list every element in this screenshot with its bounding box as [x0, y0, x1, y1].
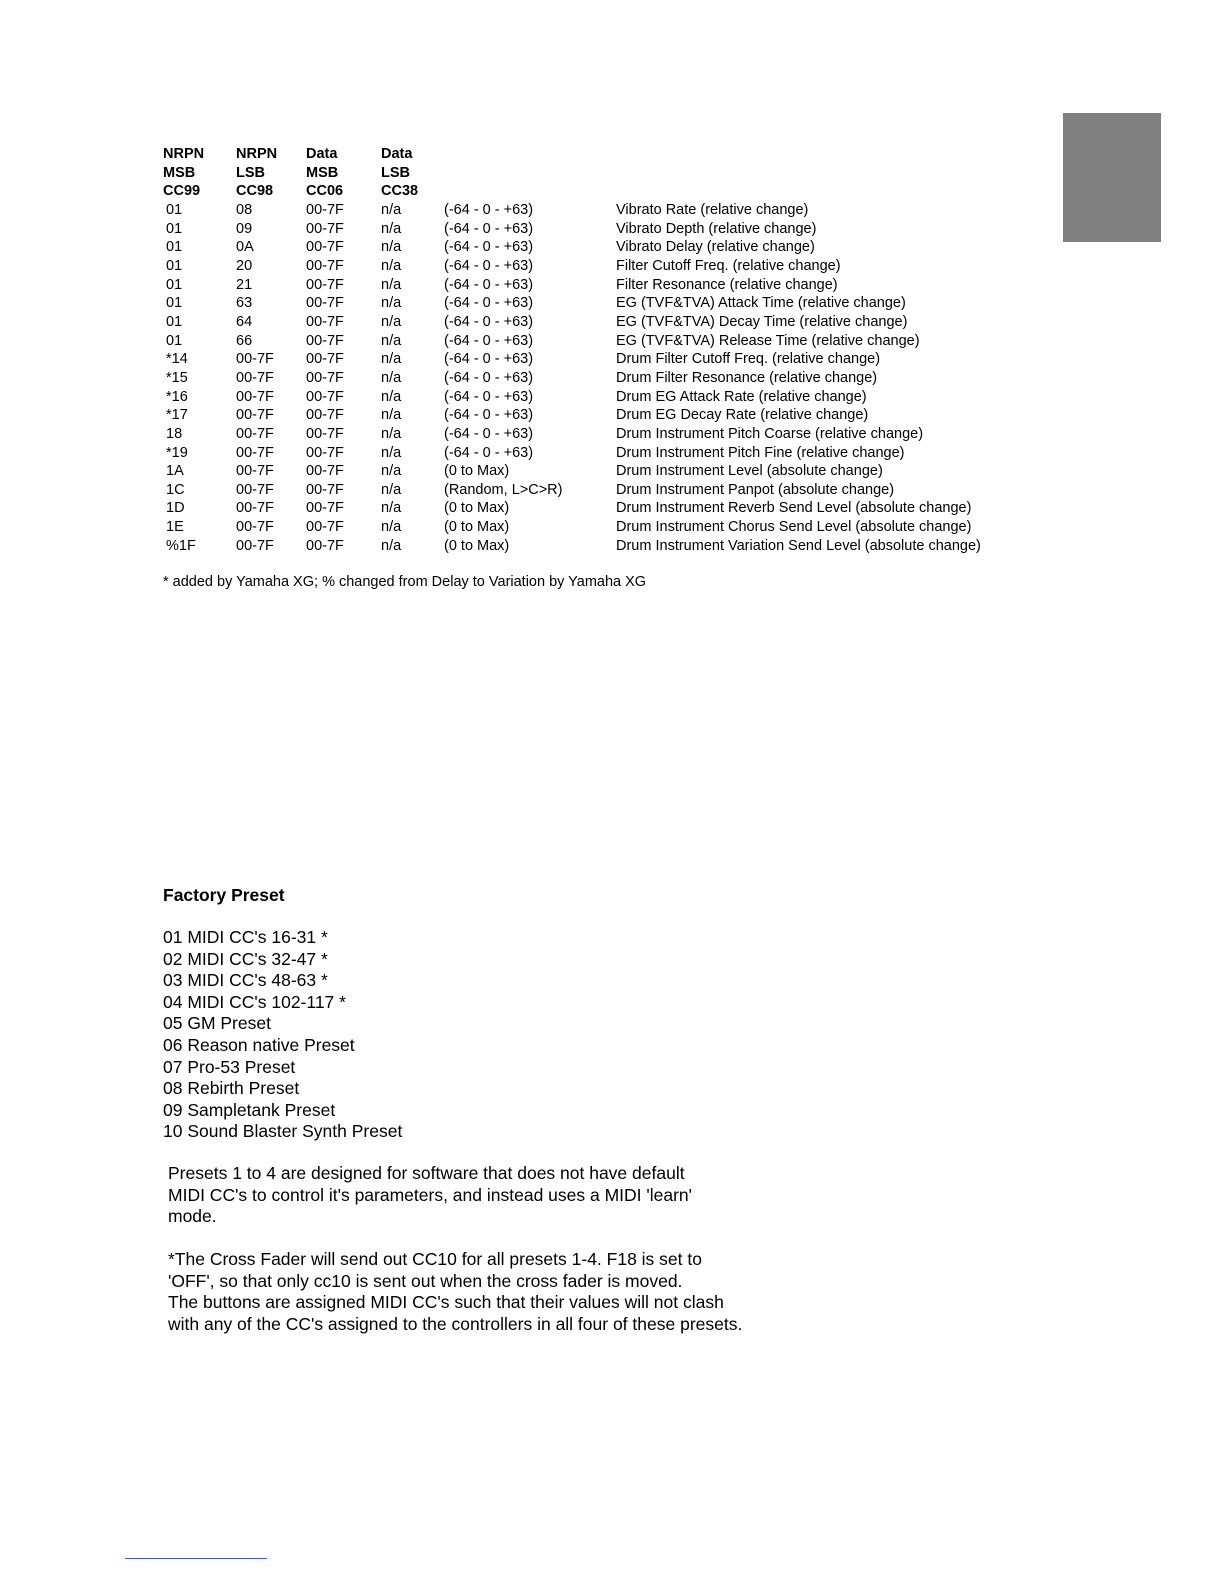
preset-item: 07 Pro-53 Preset	[163, 1056, 296, 1077]
cell-description: Drum Filter Cutoff Freq. (relative change)	[616, 351, 881, 368]
header-nrpn-msb-line3: CC99	[163, 183, 201, 200]
cell-range: (0 to Max)	[444, 463, 510, 480]
cell-nrpn-lsb: 00-7F	[236, 425, 274, 442]
cell-nrpn-msb: *19	[166, 444, 188, 461]
paragraph-line: mode.	[168, 1206, 217, 1227]
cell-nrpn-lsb: 00-7F	[236, 463, 274, 480]
preset-item: 08 Rebirth Preset	[163, 1078, 300, 1099]
cell-data-msb: 00-7F	[306, 313, 344, 330]
cell-data-msb: 00-7F	[306, 537, 344, 554]
table-row	[163, 388, 1016, 407]
cell-nrpn-msb: 01	[166, 332, 183, 349]
cell-nrpn-msb: 1C	[166, 481, 185, 498]
paragraph-line: 'OFF', so that only cc10 is sent out when the cross fader is moved.	[168, 1270, 683, 1291]
cell-data-msb: 00-7F	[306, 369, 344, 386]
cell-data-lsb: n/a	[381, 500, 402, 517]
cell-data-msb: 00-7F	[306, 519, 344, 536]
cell-nrpn-msb: *14	[166, 351, 188, 368]
cell-data-lsb: n/a	[381, 425, 402, 442]
cell-data-lsb: n/a	[381, 239, 402, 256]
cell-range: (-64 - 0 - +63)	[444, 239, 534, 256]
table-row	[163, 406, 1016, 425]
presets-description-paragraph	[168, 1163, 692, 1228]
cell-nrpn-lsb: 00-7F	[236, 481, 274, 498]
cell-range: (-64 - 0 - +63)	[444, 295, 534, 312]
paragraph-line: The buttons are assigned MIDI CC's such that their values will not clash	[168, 1292, 724, 1313]
cell-data-lsb: n/a	[381, 351, 402, 368]
cell-data-msb: 00-7F	[306, 351, 344, 368]
table-row	[163, 462, 1016, 481]
cell-data-lsb: n/a	[381, 407, 402, 424]
paragraph-line: Presets 1 to 4 are designed for software that does not have default	[168, 1163, 685, 1183]
table-row	[163, 444, 1016, 463]
cell-range: (-64 - 0 - +63)	[444, 425, 534, 442]
cell-data-msb: 00-7F	[306, 407, 344, 424]
header-data-lsb-line1: Data	[381, 146, 413, 162]
cell-nrpn-msb: 18	[166, 425, 183, 442]
factory-preset-title: Factory Preset	[163, 885, 285, 905]
cell-data-msb: 00-7F	[306, 444, 344, 461]
cell-nrpn-lsb: 00-7F	[236, 407, 274, 424]
header-nrpn-msb-line2: MSB	[163, 164, 196, 181]
table-row	[163, 537, 1016, 556]
cell-data-lsb: n/a	[381, 519, 402, 536]
preset-item: 02 MIDI CC's 32-47 *	[163, 948, 328, 969]
cell-range: (-64 - 0 - +63)	[444, 201, 534, 218]
preset-item: 04 MIDI CC's 102-117 *	[163, 991, 346, 1012]
cell-nrpn-msb: 1A	[166, 463, 184, 480]
cell-data-lsb: n/a	[381, 463, 402, 480]
table-row	[163, 369, 1016, 388]
cell-description: Drum EG Decay Rate (relative change)	[616, 407, 869, 424]
table-row	[163, 294, 1016, 313]
nrpn-table	[163, 145, 1016, 555]
header-data-lsb-line2: LSB	[381, 164, 410, 181]
cell-nrpn-msb: 1D	[166, 500, 185, 517]
cell-data-lsb: n/a	[381, 295, 402, 312]
preset-item: 09 Sampletank Preset	[163, 1099, 336, 1120]
preset-item: 06 Reason native Preset	[163, 1034, 355, 1055]
header-data-msb-line2: MSB	[306, 164, 339, 181]
cell-description: Vibrato Rate (relative change)	[616, 201, 809, 218]
cell-nrpn-msb: *16	[166, 388, 188, 405]
cell-description: EG (TVF&TVA) Release Time (relative change)	[616, 332, 920, 349]
cell-data-msb: 00-7F	[306, 295, 344, 312]
cell-nrpn-msb: *15	[166, 369, 188, 386]
cell-description: Drum Instrument Variation Send Level (absolute change)	[616, 537, 981, 554]
cell-range: (-64 - 0 - +63)	[444, 444, 534, 461]
cell-range: (-64 - 0 - +63)	[444, 388, 534, 405]
preset-item: 03 MIDI CC's 48-63 *	[163, 970, 328, 991]
header-data-msb-line1: Data	[306, 146, 338, 162]
cell-data-lsb: n/a	[381, 388, 402, 405]
cell-nrpn-lsb: 09	[236, 220, 253, 237]
cross-fader-note-paragraph	[168, 1249, 742, 1335]
preset-item: 05 GM Preset	[163, 1013, 271, 1034]
cell-description: Filter Resonance (relative change)	[616, 276, 838, 293]
cell-data-lsb: n/a	[381, 220, 402, 237]
cell-range: (-64 - 0 - +63)	[444, 220, 534, 237]
cell-range: (-64 - 0 - +63)	[444, 407, 534, 424]
table-row	[163, 481, 1016, 500]
cell-data-lsb: n/a	[381, 276, 402, 293]
cell-data-msb: 00-7F	[306, 388, 344, 405]
cell-description: EG (TVF&TVA) Decay Time (relative change)	[616, 313, 908, 330]
cell-range: (0 to Max)	[444, 500, 510, 517]
cell-description: Filter Cutoff Freq. (relative change)	[616, 257, 841, 274]
cell-data-msb: 00-7F	[306, 220, 344, 237]
cell-nrpn-lsb: 20	[236, 257, 253, 274]
paragraph-line: *The Cross Fader will send out CC10 for all presets 1-4. F18 is set to	[168, 1249, 702, 1269]
cell-range: (Random, L>C>R)	[444, 481, 563, 498]
cell-nrpn-lsb: 00-7F	[236, 388, 274, 405]
cell-range: (-64 - 0 - +63)	[444, 332, 534, 349]
cell-data-msb: 00-7F	[306, 332, 344, 349]
header-data-msb-line3: CC06	[306, 183, 344, 200]
cell-description: Vibrato Delay (relative change)	[616, 239, 815, 256]
cell-data-lsb: n/a	[381, 313, 402, 330]
table-row	[163, 350, 1016, 369]
cell-data-lsb: n/a	[381, 201, 402, 218]
cell-nrpn-lsb: 63	[236, 295, 253, 312]
header-nrpn-lsb-line2: LSB	[236, 164, 265, 181]
cell-nrpn-msb: 01	[166, 220, 183, 237]
cell-data-lsb: n/a	[381, 369, 402, 386]
cell-data-msb: 00-7F	[306, 500, 344, 517]
cell-description: Drum EG Attack Rate (relative change)	[616, 388, 867, 405]
cell-range: (0 to Max)	[444, 519, 510, 536]
cell-description: Drum Instrument Level (absolute change)	[616, 463, 883, 480]
cell-nrpn-msb: 1E	[166, 519, 184, 536]
cell-data-msb: 00-7F	[306, 257, 344, 274]
cell-nrpn-msb: 01	[166, 276, 183, 293]
cell-description: Drum Instrument Pitch Fine (relative change)	[616, 444, 905, 461]
cell-nrpn-lsb: 0A	[236, 239, 254, 256]
cell-nrpn-lsb: 00-7F	[236, 351, 274, 368]
cell-data-lsb: n/a	[381, 444, 402, 461]
table-row	[163, 332, 1016, 351]
header-nrpn-msb-line1: NRPN	[163, 146, 205, 162]
paragraph-line: with any of the CC's assigned to the controllers in all four of these presets.	[168, 1313, 743, 1334]
header-nrpn-lsb-line3: CC98	[236, 183, 274, 200]
table-row	[163, 425, 1016, 444]
section-tab-marker	[1063, 113, 1161, 242]
cell-description: Drum Instrument Pitch Coarse (relative change)	[616, 425, 924, 442]
paragraph-line: MIDI CC's to control it's parameters, and instead uses a MIDI 'learn'	[168, 1184, 692, 1205]
cell-range: (-64 - 0 - +63)	[444, 313, 534, 330]
cell-description: EG (TVF&TVA) Attack Time (relative change)	[616, 295, 906, 312]
cell-description: Drum Filter Resonance (relative change)	[616, 369, 878, 386]
table-row	[163, 201, 1016, 220]
table-row	[163, 257, 1016, 276]
cell-nrpn-lsb: 21	[236, 276, 253, 293]
table-row	[163, 276, 1016, 295]
preset-item: 10 Sound Blaster Synth Preset	[163, 1121, 403, 1142]
cell-description: Vibrato Depth (relative change)	[616, 220, 817, 237]
cell-data-lsb: n/a	[381, 332, 402, 349]
cell-range: (-64 - 0 - +63)	[444, 369, 534, 386]
cell-nrpn-msb: 01	[166, 239, 183, 256]
cell-nrpn-msb: *17	[166, 407, 188, 424]
header-nrpn-lsb-line1: NRPN	[236, 146, 278, 162]
cell-data-msb: 00-7F	[306, 463, 344, 480]
cell-data-lsb: n/a	[381, 537, 402, 554]
cell-range: (-64 - 0 - +63)	[444, 351, 534, 368]
cell-nrpn-msb: 01	[166, 257, 183, 274]
table-header-row-3	[163, 182, 1016, 201]
table-row	[163, 518, 1016, 537]
cell-nrpn-lsb: 00-7F	[236, 369, 274, 386]
cell-nrpn-lsb: 64	[236, 313, 253, 330]
cell-nrpn-msb: 01	[166, 201, 183, 218]
cell-description: Drum Instrument Panpot (absolute change)	[616, 481, 895, 498]
header-data-lsb-line3: CC38	[381, 183, 419, 200]
table-row	[163, 499, 1016, 518]
table-row	[163, 220, 1016, 239]
table-row	[163, 238, 1016, 257]
footer-rule	[125, 1558, 267, 1559]
table-header-row-2	[163, 164, 1016, 183]
cell-nrpn-lsb: 00-7F	[236, 444, 274, 461]
cell-data-lsb: n/a	[381, 257, 402, 274]
cell-range: (-64 - 0 - +63)	[444, 276, 534, 293]
preset-item: 01 MIDI CC's 16-31 *	[163, 927, 328, 947]
cell-data-msb: 00-7F	[306, 239, 344, 256]
cell-nrpn-msb: %1F	[166, 537, 196, 554]
table-row	[163, 313, 1016, 332]
cell-range: (-64 - 0 - +63)	[444, 257, 534, 274]
cell-nrpn-lsb: 00-7F	[236, 537, 274, 554]
cell-description: Drum Instrument Chorus Send Level (absolute change)	[616, 519, 972, 536]
cell-nrpn-msb: 01	[166, 313, 183, 330]
cell-data-msb: 00-7F	[306, 425, 344, 442]
cell-data-msb: 00-7F	[306, 481, 344, 498]
cell-description: Drum Instrument Reverb Send Level (absolute change)	[616, 500, 972, 517]
cell-data-msb: 00-7F	[306, 276, 344, 293]
cell-range: (0 to Max)	[444, 537, 510, 554]
cell-nrpn-lsb: 00-7F	[236, 519, 274, 536]
preset-list	[163, 927, 402, 1143]
table-footnote: * added by Yamaha XG; % changed from Delay to Variation by Yamaha XG	[163, 574, 647, 590]
table-header-row-1	[163, 145, 1016, 164]
cell-nrpn-lsb: 00-7F	[236, 500, 274, 517]
cell-nrpn-lsb: 66	[236, 332, 253, 349]
cell-nrpn-msb: 01	[166, 295, 183, 312]
cell-data-lsb: n/a	[381, 481, 402, 498]
cell-data-msb: 00-7F	[306, 201, 344, 218]
cell-nrpn-lsb: 08	[236, 201, 253, 218]
